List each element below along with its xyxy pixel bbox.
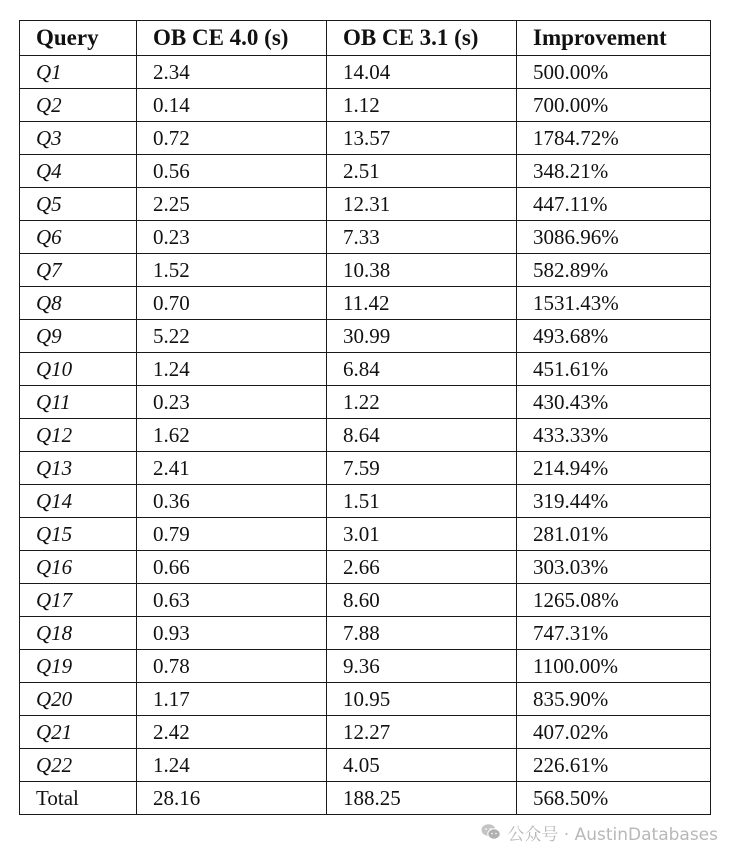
cell-improvement: 319.44% bbox=[517, 485, 711, 518]
cell-ob-ce-4-0: 0.93 bbox=[137, 617, 327, 650]
cell-query: Q9 bbox=[20, 320, 137, 353]
table-row bbox=[20, 386, 711, 419]
cell-query: Q10 bbox=[20, 353, 137, 386]
cell-improvement: 700.00% bbox=[517, 89, 711, 122]
cell-ob-ce-4-0: 0.79 bbox=[137, 518, 327, 551]
cell-ob-ce-3-1: 11.42 bbox=[327, 287, 517, 320]
cell-ob-ce-3-1: 12.27 bbox=[327, 716, 517, 749]
total-cell-ob-ce-3-1: 188.25 bbox=[327, 782, 517, 815]
cell-ob-ce-3-1: 8.60 bbox=[327, 584, 517, 617]
cell-ob-ce-4-0: 2.42 bbox=[137, 716, 327, 749]
cell-query: Q8 bbox=[20, 287, 137, 320]
cell-query: Q21 bbox=[20, 716, 137, 749]
table-row bbox=[20, 584, 711, 617]
header-row bbox=[20, 21, 711, 56]
cell-query: Q6 bbox=[20, 221, 137, 254]
watermark bbox=[481, 820, 718, 844]
cell-query: Q18 bbox=[20, 617, 137, 650]
cell-query: Q17 bbox=[20, 584, 137, 617]
cell-improvement: 281.01% bbox=[517, 518, 711, 551]
cell-query: Q19 bbox=[20, 650, 137, 683]
table-row bbox=[20, 650, 711, 683]
cell-ob-ce-4-0: 5.22 bbox=[137, 320, 327, 353]
table-row bbox=[20, 617, 711, 650]
table-row bbox=[20, 155, 711, 188]
total-cell-query: Total bbox=[20, 782, 137, 815]
cell-improvement: 451.61% bbox=[517, 353, 711, 386]
cell-ob-ce-3-1: 13.57 bbox=[327, 122, 517, 155]
table-row bbox=[20, 419, 711, 452]
cell-query: Q1 bbox=[20, 56, 137, 89]
cell-improvement: 226.61% bbox=[517, 749, 711, 782]
watermark-text: 公众号 · AustinDatabases bbox=[507, 824, 718, 845]
table-row bbox=[20, 320, 711, 353]
cell-ob-ce-3-1: 1.51 bbox=[327, 485, 517, 518]
cell-ob-ce-4-0: 0.72 bbox=[137, 122, 327, 155]
cell-ob-ce-3-1: 2.66 bbox=[327, 551, 517, 584]
cell-ob-ce-3-1: 9.36 bbox=[327, 650, 517, 683]
table-row bbox=[20, 56, 711, 89]
cell-ob-ce-4-0: 1.24 bbox=[137, 353, 327, 386]
cell-ob-ce-4-0: 0.78 bbox=[137, 650, 327, 683]
table-row bbox=[20, 89, 711, 122]
cell-improvement: 1100.00% bbox=[517, 650, 711, 683]
cell-ob-ce-4-0: 0.63 bbox=[137, 584, 327, 617]
cell-improvement: 433.33% bbox=[517, 419, 711, 452]
cell-ob-ce-3-1: 8.64 bbox=[327, 419, 517, 452]
cell-ob-ce-4-0: 0.56 bbox=[137, 155, 327, 188]
cell-ob-ce-4-0: 1.24 bbox=[137, 749, 327, 782]
cell-query: Q16 bbox=[20, 551, 137, 584]
cell-improvement: 303.03% bbox=[517, 551, 711, 584]
table-row bbox=[20, 287, 711, 320]
cell-improvement: 747.31% bbox=[517, 617, 711, 650]
table-row bbox=[20, 122, 711, 155]
cell-ob-ce-3-1: 6.84 bbox=[327, 353, 517, 386]
cell-ob-ce-3-1: 14.04 bbox=[327, 56, 517, 89]
cell-ob-ce-4-0: 0.23 bbox=[137, 386, 327, 419]
cell-improvement: 493.68% bbox=[517, 320, 711, 353]
header-ob-ce-4-0: OB CE 4.0 (s) bbox=[137, 21, 327, 56]
cell-query: Q13 bbox=[20, 452, 137, 485]
cell-ob-ce-3-1: 2.51 bbox=[327, 155, 517, 188]
cell-ob-ce-4-0: 1.52 bbox=[137, 254, 327, 287]
cell-query: Q7 bbox=[20, 254, 137, 287]
cell-ob-ce-3-1: 3.01 bbox=[327, 518, 517, 551]
cell-improvement: 835.90% bbox=[517, 683, 711, 716]
cell-ob-ce-4-0: 1.17 bbox=[137, 683, 327, 716]
table-row bbox=[20, 221, 711, 254]
cell-query: Q2 bbox=[20, 89, 137, 122]
header-ob-ce-3-1: OB CE 3.1 (s) bbox=[327, 21, 517, 56]
cell-improvement: 3086.96% bbox=[517, 221, 711, 254]
cell-query: Q15 bbox=[20, 518, 137, 551]
cell-ob-ce-3-1: 10.38 bbox=[327, 254, 517, 287]
cell-ob-ce-4-0: 1.62 bbox=[137, 419, 327, 452]
cell-ob-ce-4-0: 2.41 bbox=[137, 452, 327, 485]
table-row bbox=[20, 188, 711, 221]
cell-ob-ce-4-0: 0.36 bbox=[137, 485, 327, 518]
cell-query: Q3 bbox=[20, 122, 137, 155]
results-table bbox=[19, 20, 711, 815]
cell-ob-ce-3-1: 12.31 bbox=[327, 188, 517, 221]
cell-ob-ce-3-1: 30.99 bbox=[327, 320, 517, 353]
cell-ob-ce-3-1: 7.88 bbox=[327, 617, 517, 650]
cell-query: Q12 bbox=[20, 419, 137, 452]
cell-improvement: 348.21% bbox=[517, 155, 711, 188]
table-row bbox=[20, 485, 711, 518]
cell-query: Q14 bbox=[20, 485, 137, 518]
cell-improvement: 500.00% bbox=[517, 56, 711, 89]
cell-improvement: 214.94% bbox=[517, 452, 711, 485]
table-row bbox=[20, 353, 711, 386]
table-row bbox=[20, 452, 711, 485]
total-cell-improvement: 568.50% bbox=[517, 782, 711, 815]
total-cell-ob-ce-4-0: 28.16 bbox=[137, 782, 327, 815]
cell-query: Q22 bbox=[20, 749, 137, 782]
table-row bbox=[20, 749, 711, 782]
cell-improvement: 430.43% bbox=[517, 386, 711, 419]
table-row bbox=[20, 254, 711, 287]
table-body bbox=[20, 56, 711, 815]
cell-ob-ce-3-1: 7.33 bbox=[327, 221, 517, 254]
cell-ob-ce-4-0: 0.70 bbox=[137, 287, 327, 320]
cell-query: Q5 bbox=[20, 188, 137, 221]
cell-improvement: 582.89% bbox=[517, 254, 711, 287]
cell-improvement: 1531.43% bbox=[517, 287, 711, 320]
header-query: Query bbox=[20, 21, 137, 56]
cell-query: Q11 bbox=[20, 386, 137, 419]
cell-ob-ce-4-0: 0.23 bbox=[137, 221, 327, 254]
cell-ob-ce-3-1: 1.12 bbox=[327, 89, 517, 122]
cell-improvement: 1784.72% bbox=[517, 122, 711, 155]
total-row bbox=[20, 782, 711, 815]
table-row bbox=[20, 518, 711, 551]
header-improvement: Improvement bbox=[517, 21, 711, 56]
cell-ob-ce-3-1: 4.05 bbox=[327, 749, 517, 782]
cell-ob-ce-3-1: 7.59 bbox=[327, 452, 517, 485]
table-row bbox=[20, 683, 711, 716]
cell-query: Q20 bbox=[20, 683, 137, 716]
cell-query: Q4 bbox=[20, 155, 137, 188]
wechat-icon bbox=[481, 823, 501, 841]
cell-improvement: 407.02% bbox=[517, 716, 711, 749]
cell-ob-ce-4-0: 2.25 bbox=[137, 188, 327, 221]
cell-ob-ce-4-0: 2.34 bbox=[137, 56, 327, 89]
table-row bbox=[20, 716, 711, 749]
table-row bbox=[20, 551, 711, 584]
cell-ob-ce-4-0: 0.14 bbox=[137, 89, 327, 122]
cell-improvement: 447.11% bbox=[517, 188, 711, 221]
cell-ob-ce-3-1: 1.22 bbox=[327, 386, 517, 419]
cell-ob-ce-3-1: 10.95 bbox=[327, 683, 517, 716]
cell-ob-ce-4-0: 0.66 bbox=[137, 551, 327, 584]
cell-improvement: 1265.08% bbox=[517, 584, 711, 617]
